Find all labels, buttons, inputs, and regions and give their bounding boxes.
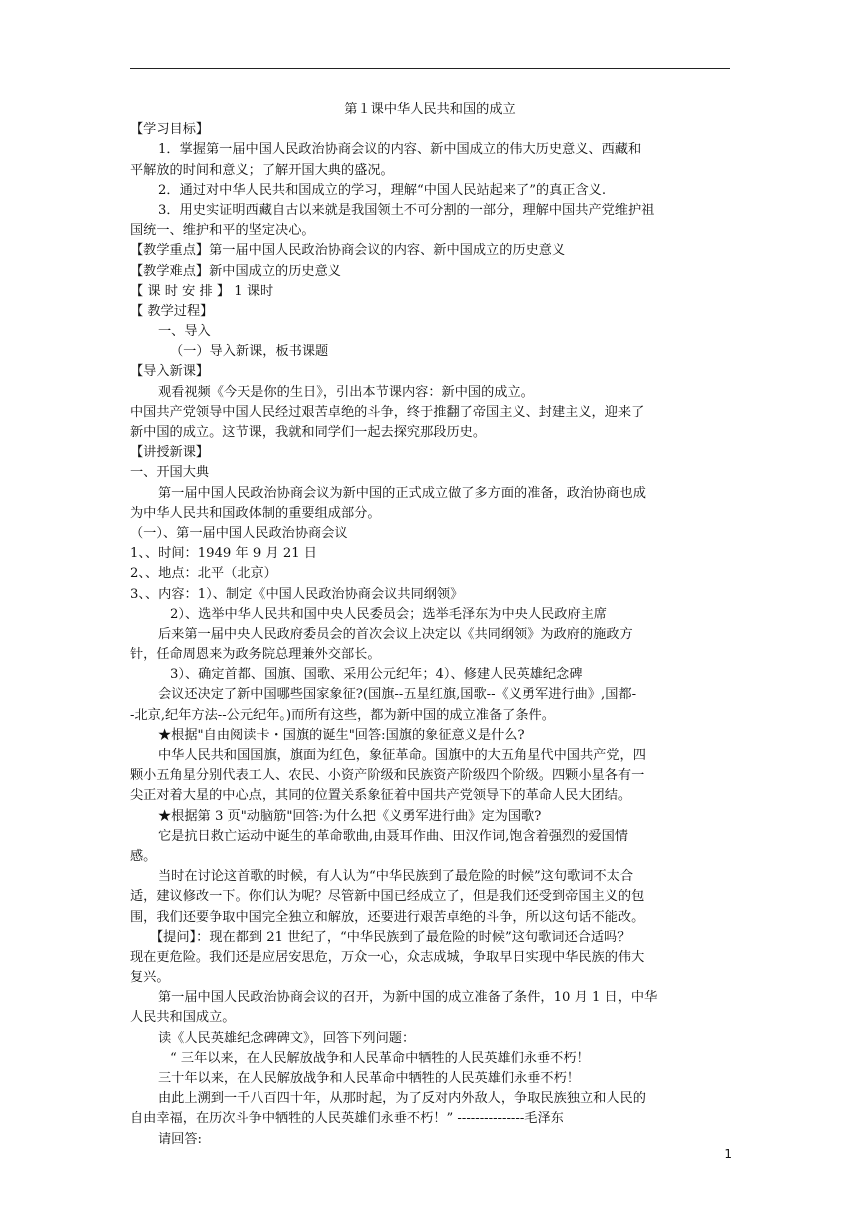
section-heading: 【学习目标】 (130, 122, 210, 138)
paragraph-line: 新中国的成立。这节课，我就和同学们一起去探究那段历史。 (130, 425, 487, 440)
paragraph-line: 3．用史实证明西藏自古以来就是我国领土不可分割的一部分，理解中国共产党维护祖 (158, 202, 655, 218)
paragraph-line: 1．掌握第一届中国人民政治协商会议的内容、新中国成立的伟大历史意义、西藏和 (158, 142, 642, 158)
paragraph-line: 尖正对着大星的中心点，其同的位置关系象征着中国共产党领导下的革命人民大团结。 (130, 788, 632, 804)
paragraph-line: 第一届中国人民政治协商会议为新中国的正式成立做了多方面的准备，政治协商也成 (158, 485, 646, 501)
section-heading: 【讲授新课】 (130, 445, 210, 461)
paragraph-line: 适，建议修改一下。你们认为呢？尽管新中国已经成立了，但是我们还受到帝国主义的包 (130, 889, 645, 905)
paragraph-line: 现在更危险。我们还是应居安思危，万众一心，众志成城，争取早日实现中华民族的伟大 (130, 949, 645, 965)
paragraph-line: 针，任命周恩来为政务院总理兼外交部长。 (130, 647, 381, 663)
page-number: 1 (724, 1147, 732, 1161)
paragraph-line: 当时在讨论这首歌的时候，有人认为“中华民族到了最危险的时候”这句歌词不太合 (158, 869, 634, 885)
paragraph-line: 第一届中国人民政治协商会议的召开，为新中国的成立准备了条件，10 月 1 日，中华 (158, 990, 658, 1006)
paragraph-line: 复兴。 (130, 970, 170, 986)
paragraph-line: -北京,纪年方法--公元纪年。)而所有这些，都为新中国的成立准备了条件。 (130, 707, 555, 723)
paragraph-line: “ 三年以来，在人民解放战争和人民革命中牺牲的人民英雄们永垂不朽！ (170, 1050, 590, 1066)
paragraph-line: 一、导入 (158, 324, 211, 340)
paragraph-line: 一、开国大典 (130, 465, 210, 481)
paragraph-line: （一）、第一届中国人民政治协商会议 (130, 525, 348, 541)
paragraph-line: 请回答: (158, 1131, 203, 1147)
section-heading: 【教学重点】第一届中国人民政治协商会议的内容、新中国成立的历史意义 (130, 243, 566, 259)
header-rule (130, 68, 730, 69)
paragraph-line: 颗小五角星分别代表工人、农民、小资产阶级和民族资产阶级四个阶级。四颗小星各有一 (130, 768, 645, 784)
page-title: 第１课中华人民共和国的成立 (344, 102, 516, 117)
section-heading: 【教学难点】新中国成立的历史意义 (130, 263, 341, 279)
paragraph-line: 中国共产党领导中国人民经过艰苦卓绝的斗争，终于推翻了帝国主义、封建主义，迎来了 (130, 404, 645, 420)
paragraph-line: 3）、确定首都、国旗、国歌、采用公元纪年；4）、修建人民英雄纪念碑 (170, 667, 583, 683)
paragraph-line: 3、、内容：1）、制定《中国人民政治协商会议共同纲领》 (130, 586, 464, 602)
paragraph-line: ★根据"自由阅读卡・国旗的诞生"回答:国旗的象征意义是什么? (158, 727, 525, 743)
paragraph-line: 围，我们还要争取中国完全独立和解放，还要进行艰苦卓绝的斗争，所以这句话不能改。 (130, 909, 645, 925)
document-body (130, 100, 730, 1150)
paragraph-line: 2）、选举中华人民共和国中央人民委员会；选举毛泽东为中央人民政府主席 (170, 606, 607, 622)
paragraph-line: 由此上溯到一千八百四十年，从那时起，为了反对内外敌人，争取民族独立和人民的 (158, 1091, 646, 1107)
paragraph-line: 会议还决定了新中国哪些国家象征?(国旗--五星红旗,国歌--《义勇军进行曲》,国都- (158, 687, 637, 703)
paragraph-line: 感。 (130, 848, 157, 864)
paragraph-line: 它是抗日救亡运动中诞生的革命歌曲,由聂耳作曲、田汉作词,饱含着强烈的爱国情 (158, 828, 628, 844)
paragraph-line: 读《人民英雄纪念碑碑文》，回答下列问题： (158, 1030, 416, 1046)
paragraph-line: 后来第一届中央人民政府委员会的首次会议上决定以《共同纲领》为政府的施政方 (158, 626, 633, 642)
paragraph-line: 人民共和国成立。 (130, 1010, 236, 1026)
paragraph-line: ★根据第 3 页"动脑筋"回答:为什么把《义勇军进行曲》定为国歌? (158, 808, 542, 824)
paragraph-line: 2、、地点：北平（北京） (130, 566, 277, 582)
paragraph-line: 国统一、维护和平的坚定决心。 (130, 223, 315, 239)
paragraph-line: 平解放的时间和意义；了解开国大典的盛况。 (130, 162, 394, 178)
paragraph-line: 自由幸福，在历次斗争中牺牲的人民英雄们永垂不朽！” ---------------毛泽东 (130, 1111, 564, 1127)
paragraph-line: 三十年以来，在人民解放战争和人民革命中牺牲的人民英雄们永垂不朽！ (158, 1071, 580, 1086)
paragraph-line: 2．通过对中华人民共和国成立的学习，理解“中国人民站起来了”的真正含义. (158, 182, 607, 198)
paragraph-line: 1、、时间：1949 年 9 月 21 日 (130, 546, 317, 562)
paragraph-line: （一）导入新课，板书课题 (170, 344, 329, 360)
paragraph-line: 【提问】：现在都到 21 世纪了，“中华民族到了最危险的时候”这句歌词还合适吗？ (150, 929, 631, 945)
section-heading: 【 课 时 安 排 】 1 课时 (130, 283, 274, 299)
paragraph-line: 观看视频《今天是你的生日》，引出本节课内容：新中国的成立。 (158, 384, 534, 400)
section-heading: 【导入新课】 (130, 364, 210, 380)
section-heading: 【 教学过程】 (130, 303, 214, 319)
paragraph-line: 中华人民共和国国旗，旗面为红色，象征革命。国旗中的大五角星代中国共产党，四 (158, 748, 646, 763)
paragraph-line: 为中华人民共和国政体制的重要组成部分。 (130, 505, 381, 521)
